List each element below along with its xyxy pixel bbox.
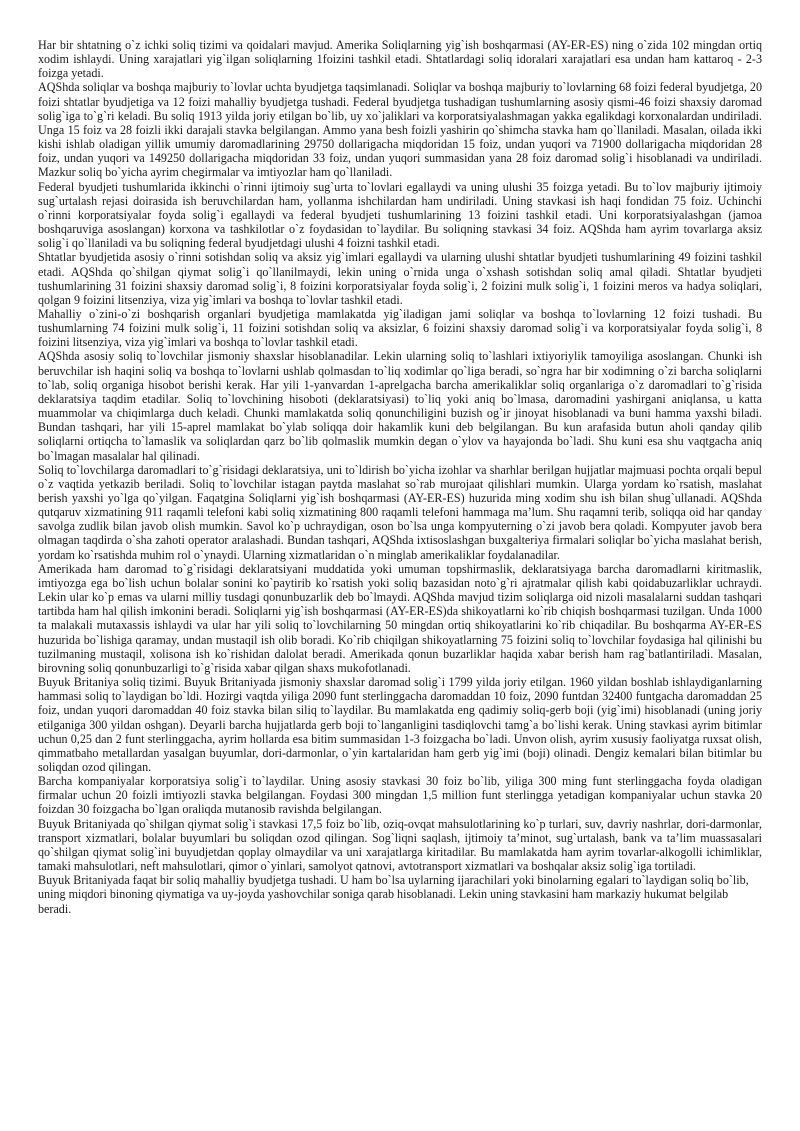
paragraph-us-federal-revenue: Federal byudjeti tushumlarida ikkinchi o`rinni ijtimoiy sug`urta to`lovlari egallaydi va uning ulushi 35 foizga yetadi. Bu to`lov majburiy ijtimoiy sug`urtalash rejasi doirasida ish beruvchilardan ham, yollanma ishchilardan ham undiriladi. Uning stavkasi ish haqi fondidan 75 foiz. Uchinchi o`rinni korporatsiyalar foyda solig`i egallaydi va federal byudjeti tushumlarining 13 foizini tashkil etadi. Uni korporatsiyalashgan (jamoa boshqaruviga asoslangan) korxona va tashkilotlar o`z foydasidan to`laydilar. Bu soliqning stavkasi 34 foiz. AQShda ham ayrim tovarlarga aksiz solig`i qo`llaniladi va bu soliqning federal byudjetdagi ulushi 4 foizni tashkil etadi. — [38, 179, 762, 251]
paragraph-us-tax-disputes: Amerikada ham daromad to`g`risidagi deklaratsiyani muddatida yoki umuman topshirmaslik, deklaratsiyaga barcha daromadlarni kiritmaslik, imtiyozga ega bo`lish uchun bolalar sonini ko`paytirib ko`rsatish yoki soliq bazasidan noto`g`ri ajratmalar qilish kabi qoidabuzarliklar uchraydi. Lekin ular ko`p emas va ularni milliy tusdagi qonunbuzarlik deb bo`lmaydi. AQShda mavjud tizim soliqlarga oid nizoli masalalarni suddan tashqari tartibda ham hal qilish imkonini beradi. Soliqlarni yig`ish boshqarmasi (AY-ER-ES)da shikoyatlarni ko`rib chiqish boshqarmasi tuzilgan. Unda 1000 ta malakali mutaxassis ishlaydi va ular har yili soliq to`lovchilarning 50 mingdan ortiq shikoyatlarini ko`rib chiqadilar. Bu boshqarma AY-ER-ES huzurida bo`lishiga qaramay, undan mustaqil ish olib boradi. Ko`rib chiqilgan shikoyatlarning 75 foizini soliq to`lovchilar foydasiga hal qilinishi bu tuzilmaning mustaqil, xolisona ish ko`rishidan dalolat beradi. Amerikada qonun buzarliklar haqida xabar berish ham rag`batlantiriladi. Masalan, birovning soliq qonunbuzarligi to`g`risida xabar qilgan shaxs mukofotlanadi. — [38, 561, 762, 675]
paragraph-us-budget-distribution: AQShda soliqlar va boshqa majburiy to`lovlar uchta byudjetga taqsimlanadi. Soliqlar va boshqa majburiy to`lovlarning 68 foizi federal byudjetga, 20 foizi shtatlar byudjetiga va 12 foizi mahalliy byudjetga tushadi. Federal byudjetga tushadigan tushumlarning asosiy qismi-46 foizi shaxsiy daromad solig`iga to`g`ri keladi. Bu soliq 1913 yilda joriy etilgan bo`lib, uy xo`jaliklari va korporatsiyalashmagan yakka egalikdagi korxonalardan undiriladi. Unga 15 foiz va 28 foizli ikki darajali stavka belgilangan. Ammo yana besh foizli yashirin qo`shimcha stavka ham qo`llaniladi. Masalan, oilada ikki kishi ishlab oladigan yillik umumiy daromadlarining 29750 dollarigacha miqdoridan 15 foiz, undan yuqori va 71900 dollarigacha miqdoridan 28 foiz, undan yuqori va 149250 dollarigacha miqdoridan 33 foiz, undan yuqori summasidan yana 28 foiz daromad solig`i hisoblanadi va undiriladi. Mazkur soliq bo`yicha ayrim chegirmalar va imtiyozlar ham qo`llaniladi. — [38, 80, 762, 180]
paragraph-us-state-budget: Shtatlar byudjetida asosiy o`rinni sotishdan soliq va aksiz yig`imlari egallaydi va ularning ulushi shtatlar byudjeti tushumlarining 49 foizini tashkil etadi. AQShda qo`shilgan qiymat solig`i qo`llanilmaydi, lekin uning o`rnida unga o`xshash sotishdan soliq amal qiladi. Shtatlar byudjeti tushumlarining 31 foizini shaxsiy daromad solig`i, 8 foizini korporatsiyalar foyda solig`i, 2 foizini mulk solig`i, 1 foizini meros va hadya soliqlari, qolgan 9 foizini litsenziya, viza yig`imlari va boshqa to`lovlar tashkil etadi. — [38, 250, 762, 307]
paragraph-us-individual-taxpayers: AQShda asosiy soliq to`lovchilar jismoniy shaxslar hisoblanadilar. Lekin ularning soliq to`lashlari ixtiyoriylik tamoyiliga asoslangan. Chunki ish beruvchilar ish haqini soliq va boshqa to`lovlarni ushlab qolmasdan to`liq xodimlar qo`liga beradi, so`ngra har bir xodimning o`zi barcha soliqlarni to`lab, soliq organiga hisobot berishi kerak. Har yili 1-yanvardan 1-aprelgacha barcha amerikaliklar soliq organlariga o`z daromadlari to`g`risida deklaratsiya taqdim etadilar. Soliq to`lovchining hisoboti (deklaratsiyasi) to`liq yoki aniq bo`lmasa, daromadini yashirgani aniqlansa, u katta muammolar va chiqimlarga duch keladi. Chunki mamlakatda soliq qonunchiligini buzish og`ir jinoyat hisoblanadi va buni hamma yaxshi biladi. Bundan tashqari, har yili 15-aprel mamlakat bo`ylab soliqqa doir hakamlik kuni deb belgilangan. Bu kun arafasida butun aholi qanday qilib soliqlarni ortiqcha to`lamaslik va soliqlardan qarz bo`lib qolmaslik mumkin degan o`ylov va hayajonda bo`ladi. Shu kuni esa shu vaqtgacha aniq bo`lmagan masalalar hal qilinadi. — [38, 349, 762, 463]
paragraph-us-taxpayer-assistance: Soliq to`lovchilarga daromadlari to`g`risidagi deklaratsiya, uni to`ldirish bo`yicha izohlar va sharhlar berilgan hujjatlar majmuasi pochta orqali bepul o`z vaqtida yetkazib beriladi. Soliq to`lovchilar istagan paytda maslahat so`rab murojaat qilishlari mumkin. Ularga yordam ko`rsatish, maslahat berish yaxshi yo`lga qo`yilgan. Faqatgina Soliqlarni yig`ish boshqarmasi (AY-ER-ES) huzurida ming xodim shu ish bilan shug`ullanadi. AQShda qutqaruv xizmatining 911 raqamli telefoni kabi soliq xizmatining 800 raqamli telefoni hammaga ma’lum. Shu raqamni terib, soliqqa oid har qanday savolga zudlik bilan javob olish mumkin. Savol ko`p uchraydigan, oson bo`lsa unga kompyuterning o`zi javob bera qoladi. Kompyuter javob bera olmagan taqdirda o`sha zahoti operator aralashadi. Bundan tashqari, AQShda ixtisoslashgan buxgalteriya firmalari soliqlar bo`yicha maslahat berish, yordam ko`rsatishda muhim rol o`ynaydi. Ularning xizmatlaridan o`n minglab amerikaliklar foydalanadilar. — [38, 462, 762, 562]
paragraph-uk-corporation-tax: Barcha kompaniyalar korporatsiya solig`i to`laydilar. Uning asosiy stavkasi 30 foiz bo`lib, yiliga 300 ming funt sterlinggacha foyda oladigan firmalar uchun 20 foizli imtiyozli stavka belgilangan. Foydasi 300 mingdan 1,5 million funt sterlingga yetadigan kompaniyalar uchun stavka 20 foizdan 30 foizgacha bo`lgan oraliqda mutanosib ravishda belgilangan. — [38, 774, 762, 817]
paragraph-uk-tax-system: Buyuk Britaniya soliq tizimi. Buyuk Britaniyada jismoniy shaxslar daromad solig`i 1799 yilda joriy etilgan. 1960 yildan boshlab ishlaydiganlarning hammasi soliq to`laydigan bo`ldi. Hozirgi vaqtda yiliga 2090 funt sterlinggacha daromaddan 10 foiz, 2090 funtdan 32400 funtgacha daromaddan 25 foiz, undan yuqori daromaddan 40 foiz stavka bilan siliq to`laydilar. Bu mamlakatda eng qadimiy soliq-gerb boji (yig`imi) hisoblanadi (uning joriy etilganiga 300 yildan oshgan). Deyarli barcha hujjatlarda gerb boji to`langanligini tasdiqlovchi tamg`a bo`lishi kerak. Uning stavkasi ayrim bitimlar uchun 0,25 dan 2 funt sterlinggacha, ayrim hollarda esa bitim summasidan 1-3 foizgacha bo`ladi. Unvon olish, ayrim xususiy faoliyatga ruxsat olish, qimmatbaho metallardan yasalgan buyumlar, dori-darmonlar, o`yin kartalaridan ham gerb yig`imi (boji) olinadi. Dengiz kemalari bilan bitimlar bu soliqdan ozod qilingan. — [38, 675, 762, 774]
document-body — [38, 38, 762, 916]
paragraph-uk-vat: Buyuk Britaniyada qo`shilgan qiymat solig`i stavkasi 17,5 foiz bo`lib, oziq-ovqat mahsulotlarining ko`p turlari, suv, davriy nashrlar, dori-darmonlar, transport xizmatlari, bolalar buyumlari bu soliqdan ozod qilingan. Sog`liqni saqlash, ijtimoiy ta’minot, sug`urtalash, bank va ta’lim muassasalari qo`shilgan qiymat solig`ini buyudjetdan qoplay olmaydilar va uni xarajatlarga kiritadilar. Bu mamlakatda ham ayrim tovarlar-alkogolli ichimliklar, tamaki mahsulotlari, neft mahsulotlari, qimor o`yinlari, samolyot qatnovi, avtotransport xizmatlari va boshqalar aksiz solig`iga tortiladi. — [38, 816, 762, 874]
paragraph-us-local-budget: Mahalliy o`zini-o`zi boshqarish organlari byudjetiga mamlakatda yig`iladigan jami soliqlar va boshqa to`lovlarning 12 foizi tushadi. Bu tushumlarning 74 foizini mulk solig`i, 11 foizini sotishdan soliq va aksizlar, 6 foizini shaxsiy daromad solig`i va korporatsiyalar foyda solig`i, 8 foizini litsenziya, viza yig`imlari va boshqa to`lovlar tashkil etadi. — [38, 306, 762, 350]
paragraph-us-tax-overview: Har bir shtatning o`z ichki soliq tizimi va qoidalari mavjud. Amerika Soliqlarning yig`ish boshqarmasi (AY-ER-ES) ning o`zida 102 mingdan ortiq xodim ishlaydi. Uning xarajatlari yig`ilgan soliqlarning 1foizini tashkil etadi. Shtatlardagi soliq idoralari xarajatlari esa undan ham kattaroq - 2-3 foizga yetadi. — [38, 38, 762, 81]
paragraph-uk-local-tax: Buyuk Britaniyada faqat bir soliq mahalliy byudjetga tushadi. U ham bo`lsa uylarning ijarachilari yoki binolarning egalari to`laydigan soliq bo`lib, uning miqdori binoning qiymatiga va uy-joyda yashovchilar soniga qarab hisoblanadi. Lekin uning stavkasini ham markaziy hukumat belgilab beradi. — [38, 873, 749, 916]
